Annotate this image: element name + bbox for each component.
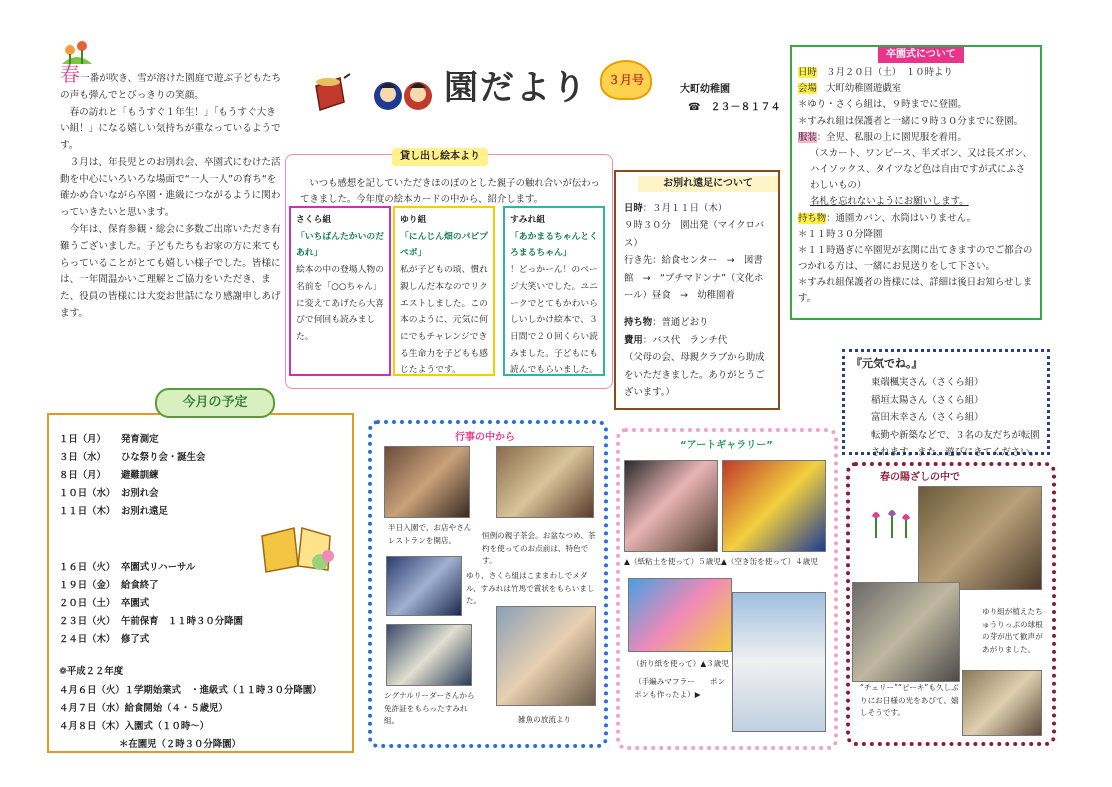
kids-title: 『元気でね。』 (851, 357, 923, 370)
book-card-yuri (393, 206, 495, 376)
book-text: ！どっかーん！のページ大笑いでした。ユニークでとてもかわいらしいしかけ絵本で、３日間で２０回くらい読みました。子どもにも読んでもらいました。 (510, 265, 598, 376)
gallery-title: “アートギャラリー” (680, 440, 773, 451)
grad-place-label: 会場 (798, 83, 817, 95)
events-caption-5: 雑魚の放流より (518, 715, 572, 724)
schedule-date: ８日（月） (59, 470, 106, 482)
grad-bring-value: ：通園カバン、水筒はいりません。 (826, 212, 976, 224)
book-text: 絵本の中の登場人物の名前を「○○ちゃん」に変えてあげたら大喜びで何回も読みました。 (296, 265, 384, 342)
fw-cost-note: （父母の会、母親クラブから助成をいただきました。ありがとうございます。） (624, 352, 765, 398)
fw-date-value: ：３月１１日（木） (642, 203, 728, 214)
schedule-event: 修了式 (121, 634, 150, 646)
tulip-icon (868, 506, 914, 540)
hina-dolls-icon (372, 78, 436, 114)
schedule-event: お別れ会 (121, 488, 159, 500)
gallery-caption-2: （折り紙を使って）▲３歳児 (632, 659, 729, 668)
books-lead: いつも感想を記していただきほのぼのとした親子の触れ合いが伝わってきました。今年度の絵本カードの中から、紹介します。 (300, 178, 600, 206)
grad-bring-label: 持ち物 (798, 212, 827, 224)
schedule-row (59, 449, 342, 467)
graduation-title: 卒園式について (878, 47, 964, 63)
schedule-event: 卒園式リハーサル (121, 562, 196, 574)
book-class: さくら組 (296, 215, 332, 225)
fw-cost-label: 費用 (624, 334, 643, 346)
book-class: ゆり組 (400, 215, 427, 225)
schedule-event: 発育測定 (121, 434, 159, 445)
schedule-box (47, 413, 354, 753)
book-card-sakura (289, 206, 391, 376)
schedule-date: ３日（水） (59, 452, 106, 464)
intro-line-1: 一番が吹き、雪が溶けた園庭で遊ぶ子どもたちの声も弾んでとびっきりの笑顔。 (60, 73, 282, 101)
month-badge: ３月号 (600, 60, 652, 100)
schedule-heading: 今月の予定 (155, 388, 275, 418)
schedule-april-item: ４月７日（水）給食開始（４・５歳児） (59, 702, 228, 714)
photo-rabbits (962, 670, 1042, 736)
book-card-sumire (503, 206, 605, 376)
grad-date-label: 日時 (798, 67, 817, 78)
photo-cage (852, 582, 960, 682)
book-text: 私が子どもの頃、慣れ親しんだ本なのでリクエストしました。この本のように、元気に何にでもチャレンジできる生命力を子どもも感じたようです。 (400, 265, 488, 376)
fw-bring-label: 持ち物 (624, 317, 653, 329)
schedule-year-label: ❁平成２２年度 (59, 666, 124, 678)
photo-license (386, 624, 472, 686)
schedule-row (59, 595, 342, 613)
drum-icon (310, 72, 352, 114)
schedule-april-item: ４月６日（火）１学期始業式 ・進級式（１１時３０分降園） (59, 684, 322, 696)
school-phone: ☎ ２３－８１７４ (688, 102, 781, 113)
grad-note-1: ＊ゆり・さくら組は、９時までに登園。 (798, 99, 967, 111)
schedule-row (59, 485, 342, 503)
intro-line-2: 春の訪れと「もうすぐ１年生！」「もうすぐ大きい組！」になる嬉しい気持ちが重なっているようです。 (60, 106, 281, 152)
schedule-row (59, 431, 342, 449)
photo-mufflers (732, 592, 826, 732)
book-title: 「いちばんたかいのだあれ」 (296, 231, 384, 259)
photo-tea-ceremony (496, 446, 594, 518)
open-book-icon (258, 522, 338, 578)
grad-note-4: ＊１１時過ぎに卒園児が玄関に出てきますのでご都合のつかれる方は、一緒にお見送りをして下さい。 (798, 244, 1033, 273)
schedule-row (59, 467, 342, 485)
photo-can-dolls (722, 460, 826, 552)
book-title: 「にんじん畑のパピプペポ」 (400, 231, 488, 259)
intro-line-4: 今年は、保育参観・総会に多数ご出席いただき有難うございました。子どもたちもお家の方に来てもらっていることがとても嬉しい様子でした。皆様には、一年間温かいご理解とご協力をいただき、また、役員の皆様には大変お世話になり感謝申しあげます。 (60, 224, 281, 319)
grad-date-value: ３月２０日（土） １０時より (826, 67, 953, 78)
schedule-date: １６日（火） (59, 562, 116, 574)
school-name: 大町幼稚園 (680, 84, 730, 95)
schedule-date: ２４日（木） (59, 634, 116, 646)
schedule-date: ２０日（土） (59, 598, 116, 610)
events-caption-4: シグナルリーダーさんから免許証をもらったすみれ組。 (384, 691, 475, 726)
kid-name: 富田未幸さん（さくら組） (871, 412, 984, 424)
photo-fish-release (496, 606, 596, 706)
spring-title: 春の陽ざしの中で (880, 472, 960, 483)
schedule-note: ＊在園児（２時３０分降園） (119, 738, 241, 750)
schedule-row (59, 613, 342, 631)
fw-time-line: ９時３０分 園出発（マイクロバス） (624, 220, 765, 249)
farewell-title: お別れ遠足について (638, 176, 778, 192)
events-caption-1: 半日入園で、お店やさんレストランを開店。 (388, 523, 472, 545)
spring-caption-1: ゆり組が植えたちゅうりっぷの球根の芽が出て歓声があがりました。 (982, 607, 1043, 654)
grad-dress-value: ：全児、私服の上に園児服を着用。 (816, 131, 967, 143)
intro-big-char: 春 (60, 62, 80, 86)
events-title: 行事の中から (455, 432, 515, 443)
kids-box (842, 349, 1050, 458)
photo-half-day-entry (384, 446, 470, 518)
intro-text (60, 64, 282, 323)
schedule-event: 卒園式 (121, 598, 150, 610)
photo-origami (628, 578, 732, 652)
schedule-date: １９日（金） (59, 580, 116, 592)
events-caption-3: ゆり、さくら組はこままわしでメダル、すみれは竹馬で賞状をもらいました。 (466, 571, 595, 606)
schedule-event: ひな祭り会・誕生会 (121, 452, 206, 464)
kid-name: 稲垣太陽さん（さくら組） (871, 394, 984, 406)
schedule-event: 避難訓練 (121, 470, 159, 482)
intro-line-3: ３月は、年長児とのお別れ会、卒園式にむけた活動を中心にいろいろな場面で“一人一人”の育ち“を確かめ合いながら卒園・進級につながるように関わっていきたいと思います。 (60, 156, 281, 219)
photo-clay-dolls (624, 460, 718, 552)
schedule-date: １１日（木） (59, 506, 116, 518)
grad-note-2: ＊すみれ組は保護者と一緒に９時３０分までに登園。 (798, 115, 1024, 127)
schedule-row (59, 577, 342, 595)
grad-name-note: 名札を忘れないようにお願いします。 (810, 196, 969, 208)
fw-cost-value: ：バス代 ランチ代 (642, 334, 728, 346)
gallery-caption-3: （手編みマフラー ポンポンも作ったよ）▶ (634, 677, 726, 699)
schedule-date: ２３日（火） (59, 616, 116, 628)
grad-place-value: 大町幼稚園遊戯室 (826, 83, 902, 95)
grad-dress-detail: （スカート、ワンピース、半ズボン、又は長ズボン、ハイソックス、タイツなど色は自由ですが式にふさわしいもの） (810, 147, 1033, 192)
book-title: 「あかまるちゃんとくろまるちゃん」 (510, 231, 598, 259)
kid-name: 東端楓実さん（さくら組） (871, 377, 984, 389)
schedule-date: １０日（水） (59, 488, 116, 500)
kids-note: 転勤や新築などで、３名の友だちが転園されます。また、遊びにきてください。 (871, 429, 1040, 458)
photo-medals (386, 556, 462, 616)
grad-note-3: ＊１１時３０分降園 (798, 228, 883, 240)
grad-dress-label: 服装 (798, 131, 817, 143)
gallery-caption-1: ▲（紙粘土を使って）５歳児▲（空き缶を使って）４歳児 (624, 557, 818, 566)
farewell-box (614, 170, 780, 410)
schedule-row (59, 503, 342, 521)
graduation-box (790, 45, 1042, 320)
schedule-april-item: ４月８日（木）入園式（１０時～） (59, 720, 210, 732)
schedule-event: 給食終了 (121, 580, 159, 592)
events-caption-2: 恒例の親子茶会。お盆なつめ、茶杓を使ってのお点前は、特色です。 (482, 531, 596, 566)
grad-note-5: ＊すみれ組保護者の皆様には、詳細は後日お知らせします。 (798, 277, 1033, 305)
schedule-row (59, 631, 342, 649)
photo-tulip-bed (918, 486, 1042, 590)
fw-dest-line: 行き先：給食センター → 図書館 → “プチマドンナ”（文化ホール）昼食 → 幼稚園着 (624, 255, 764, 301)
schedule-date: １日（月） (59, 434, 106, 445)
books-title: 貸し出し絵本より (392, 148, 488, 166)
fw-bring-value: ：普通どおり (652, 317, 709, 329)
book-class: すみれ組 (510, 215, 546, 225)
schedule-event: お別れ遠足 (121, 506, 168, 518)
page-title: 園だより (444, 68, 588, 108)
fw-date-label: 日時 (624, 203, 643, 214)
spring-caption-2: “チェリー”“ピーキ”も久しぶりにお日様の光をあびて、嬉しそうです。 (860, 683, 959, 718)
schedule-event: 午前保育 １１時３０分降園 (121, 616, 243, 628)
